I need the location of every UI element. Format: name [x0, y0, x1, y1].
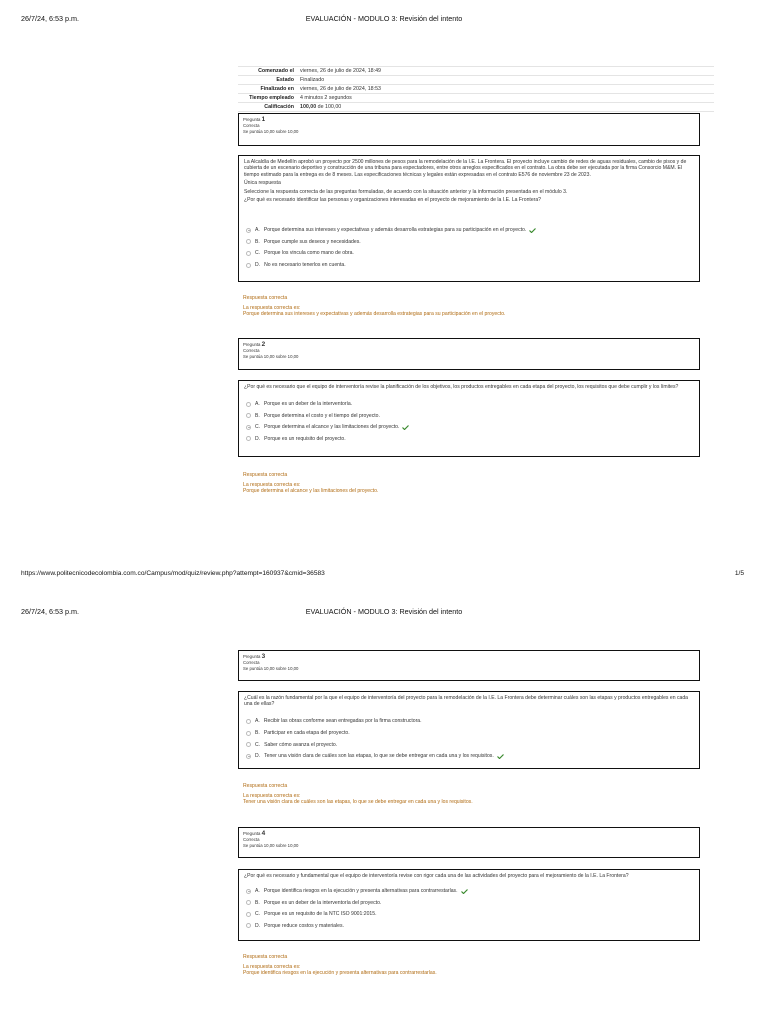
- print-datetime: 26/7/24, 6:53 p.m.: [21, 607, 79, 616]
- question-feedback-3: [243, 783, 703, 805]
- print-datetime: 26/7/24, 6:53 p.m.: [21, 14, 79, 23]
- summary-row: [238, 67, 714, 76]
- summary-value: Finalizado: [300, 77, 325, 83]
- option-text: Porque determina el alcance y las limitaciones del proyecto.: [264, 424, 400, 431]
- radio-icon[interactable]: [246, 900, 251, 905]
- option-letter: C.: [255, 741, 261, 748]
- question-title: Pregunta: [243, 654, 262, 659]
- feedback-label: La respuesta correcta es:: [243, 305, 301, 311]
- feedback-status: Respuesta correcta: [243, 295, 288, 301]
- option-letter: B.: [255, 730, 260, 736]
- radio-icon[interactable]: [246, 402, 251, 407]
- option-letter: D.: [255, 435, 261, 442]
- radio-icon[interactable]: [246, 731, 251, 736]
- feedback-answer: Porque determina sus intereses y expectativas y además desarrolla estrategias para su participación en el proyecto.: [243, 311, 506, 317]
- option-letter: C.: [255, 911, 261, 918]
- answer-option[interactable]: [244, 248, 694, 260]
- option-text: No es necesario tenerlos en cuenta.: [264, 261, 346, 268]
- question-feedback-1: [243, 295, 703, 317]
- print-footer: [0, 570, 768, 582]
- option-text: Tener una visión clara de cuáles son las etapas, lo que se debe entregar en cada una y los requisitos.: [264, 753, 494, 760]
- question-text: ¿Cuál es la razón fundamental por la que el equipo de interventoría del proyecto para la remodelación de la I.E. La Frontera debe determinar cuáles son las etapas y productos entregables en cada una de ellas?: [244, 695, 688, 708]
- question-title: Pregunta: [243, 117, 262, 122]
- answer-option[interactable]: [244, 236, 694, 248]
- question-text: ¿Por qué es necesario identificar las personas y organizaciones interesadas en el proyecto de mejoramiento de la I.E. La Frontera?: [244, 197, 542, 204]
- feedback-status: Respuesta correcta: [243, 783, 288, 789]
- answer-option[interactable]: [244, 920, 694, 932]
- summary-value: viernes, 26 de julio de 2024, 18:53: [300, 86, 381, 92]
- option-letter: B.: [255, 238, 260, 245]
- question-state: Correcta: [243, 123, 260, 128]
- option-text: Recibir las obras conforme sean entregadas por la firma constructora.: [263, 718, 422, 725]
- question-info-1: [238, 113, 700, 146]
- question-number: 1: [261, 116, 266, 123]
- radio-icon[interactable]: [246, 436, 251, 441]
- feedback-label: La respuesta correcta es:: [243, 964, 301, 970]
- radio-icon[interactable]: [246, 263, 251, 268]
- question-title: Pregunta: [243, 342, 262, 347]
- answer-option[interactable]: [244, 897, 694, 909]
- feedback-status: Respuesta correcta: [243, 954, 288, 960]
- answer-option[interactable]: [244, 909, 694, 921]
- summary-value: viernes, 26 de julio de 2024, 18:49: [300, 68, 381, 74]
- radio-icon[interactable]: [246, 889, 251, 894]
- option-text: Porque los vincula como mano de obra.: [264, 250, 354, 257]
- radio-icon[interactable]: [246, 719, 251, 724]
- question-number: 3: [261, 653, 266, 660]
- radio-icon[interactable]: [246, 239, 251, 244]
- option-text: Porque determina el costo y el tiempo del proyecto.: [263, 412, 380, 419]
- print-url: https://www.politecnicodecolombia.com.co/Campus/mod/quiz/review.php?attempt=160937&cmid=36583: [21, 570, 325, 577]
- option-letter: D.: [255, 261, 261, 268]
- summary-label: Estado: [276, 77, 294, 83]
- feedback-status: Respuesta correcta: [243, 472, 288, 478]
- question-info-2: [238, 338, 700, 370]
- answer-option[interactable]: [244, 751, 694, 763]
- feedback-label: La respuesta correcta es:: [243, 482, 301, 488]
- question-title: Pregunta: [243, 831, 262, 836]
- summary-value: 4 minutos 2 segundos: [300, 95, 352, 101]
- option-letter: C.: [255, 424, 261, 431]
- attempt-summary-table: [238, 66, 714, 112]
- answer-option[interactable]: [244, 716, 694, 728]
- option-text: Porque es un deber de la interventoría del proyecto.: [263, 899, 382, 906]
- summary-value: [297, 103, 714, 112]
- summary-row: [238, 103, 714, 112]
- feedback-answer: Tener una visión clara de cuáles son las etapas, lo que se debe entregar en cada una y los requisitos.: [243, 799, 473, 805]
- question-feedback-4: [243, 954, 703, 976]
- question-mark: Se puntúa 10,00 sobre 10,00: [243, 129, 299, 134]
- option-letter: A.: [255, 718, 260, 725]
- feedback-answer: Porque determina el alcance y las limitaciones del proyecto.: [243, 488, 379, 494]
- summary-row: [238, 76, 714, 85]
- answer-option[interactable]: [244, 398, 694, 410]
- check-icon: [461, 889, 468, 894]
- question-mark: Se puntúa 10,00 sobre 10,00: [243, 843, 299, 848]
- summary-row: [238, 94, 714, 103]
- answer-option[interactable]: [244, 410, 694, 422]
- print-title: EVALUACIÓN - MODULO 3: Revisión del intento: [305, 607, 463, 616]
- option-text: Porque determina sus intereses y expectativas y además desarrolla estrategias para su participación en el proyecto.: [263, 227, 527, 234]
- option-text: Porque es un requisito de la NTC ISO 9001:2015.: [264, 911, 377, 918]
- print-header: [0, 14, 768, 28]
- question-content-1: [238, 155, 700, 282]
- answer-option[interactable]: [244, 422, 694, 434]
- option-letter: D.: [255, 922, 261, 929]
- grade-value: 100,00: [300, 104, 317, 110]
- summary-label: Comenzado el: [258, 68, 294, 74]
- question-content-4: [238, 869, 700, 941]
- radio-icon[interactable]: [246, 425, 251, 430]
- answer-option[interactable]: [244, 885, 694, 897]
- check-icon: [529, 228, 536, 233]
- option-letter: D.: [255, 753, 261, 760]
- question-number: 4: [261, 830, 266, 837]
- question-type: Única respuesta: [244, 180, 281, 187]
- answer-option[interactable]: [244, 739, 694, 751]
- question-state: Correcta: [243, 348, 260, 353]
- feedback-answer: Porque identifica riesgos en la ejecución y presenta alternativas para contrarrestarlas.: [243, 970, 437, 976]
- radio-icon[interactable]: [246, 228, 251, 233]
- answer-options: [244, 716, 694, 762]
- question-instruction: Seleccione la respuesta correcta de las preguntas formuladas, de acuerdo con la situación anterior y la información presentada en el módulo 3.: [244, 188, 568, 195]
- option-text: Porque cumple sus deseos y necesidades.: [263, 238, 361, 245]
- option-letter: C.: [255, 250, 261, 257]
- option-letter: B.: [255, 412, 260, 419]
- print-page-number: 1/5: [734, 570, 744, 577]
- radio-icon[interactable]: [246, 754, 251, 759]
- question-state: Correcta: [243, 660, 260, 665]
- print-title: EVALUACIÓN - MODULO 3: Revisión del intento: [305, 14, 463, 23]
- option-text: Porque es un deber de la interventoría.: [263, 401, 353, 407]
- answer-option[interactable]: [244, 727, 694, 739]
- answer-options: [244, 224, 694, 270]
- answer-option[interactable]: [244, 259, 694, 271]
- summary-label: Calificación: [264, 104, 294, 110]
- question-feedback-2: [243, 472, 703, 494]
- feedback-label: La respuesta correcta es:: [243, 793, 301, 799]
- summary-row: [238, 85, 714, 94]
- radio-icon[interactable]: [246, 251, 251, 256]
- question-state: Correcta: [243, 837, 260, 842]
- summary-label: Tiempo empleado: [249, 95, 294, 101]
- answer-option[interactable]: [244, 433, 694, 445]
- answer-options: [244, 885, 694, 931]
- print-header: [0, 607, 768, 621]
- question-content-2: [238, 380, 700, 457]
- question-number: 2: [261, 341, 266, 348]
- option-letter: A.: [255, 888, 260, 894]
- check-icon: [497, 754, 504, 759]
- question-mark: Se puntúa 10,00 sobre 10,00: [243, 666, 299, 671]
- question-scenario: La Alcaldía de Medellín aprobó un proyecto por 2500 millones de pesos para la remodelación de la I.E. La Frontera. El proyecto incluye cambio de redes de aguas residuales, cambio de pisos y de cubierta de un escenario deportivo y construcción de una tribuna para espectadores, entre otros arreglos especificados en el contrato. La obra debe ser ejecutada por la firma Consorcio M&M. El tiempo estimado para la entrega es de 8 meses. Las especificaciones técnicas y legales están expresadas en el contrato E576 de noviembre 23 de 2023.: [244, 159, 687, 178]
- option-letter: A.: [255, 401, 260, 407]
- answer-option[interactable]: [244, 224, 694, 236]
- option-text: Porque reduce costos y materiales.: [264, 922, 344, 929]
- option-text: Porque es un requisito del proyecto.: [264, 435, 346, 442]
- option-text: Saber cómo avanza el proyecto.: [264, 741, 338, 748]
- question-info-4: [238, 827, 700, 858]
- option-text: Porque identifica riesgos en la ejecución y presenta alternativas para contrarrestarlas.: [263, 888, 458, 894]
- question-content-3: [238, 691, 700, 769]
- option-text: Participar en cada etapa del proyecto.: [263, 730, 350, 736]
- question-text: ¿Por qué es necesario que el equipo de interventoría revise la planificación de los objetivos, los productos entregables en cada etapa del proyecto, los requisitos que debe cumplir y los límites?: [244, 384, 679, 390]
- grade-max: de 100,00: [316, 104, 342, 110]
- question-info-3: [238, 650, 700, 681]
- option-letter: B.: [255, 899, 260, 906]
- question-mark: Se puntúa 10,00 sobre 10,00: [243, 354, 299, 359]
- question-text: ¿Por qué es necesario y fundamental que el equipo de interventoría revise con rigor cada una de las actividades del proyecto para el mejoramiento de la I.E. La Frontera?: [244, 873, 629, 879]
- radio-icon[interactable]: [246, 923, 251, 928]
- radio-icon[interactable]: [246, 742, 251, 747]
- radio-icon[interactable]: [246, 912, 251, 917]
- radio-icon[interactable]: [246, 413, 251, 418]
- answer-options: [244, 398, 694, 444]
- summary-label: Finalizado en: [260, 86, 294, 92]
- check-icon: [402, 425, 409, 430]
- option-letter: A.: [255, 227, 260, 234]
